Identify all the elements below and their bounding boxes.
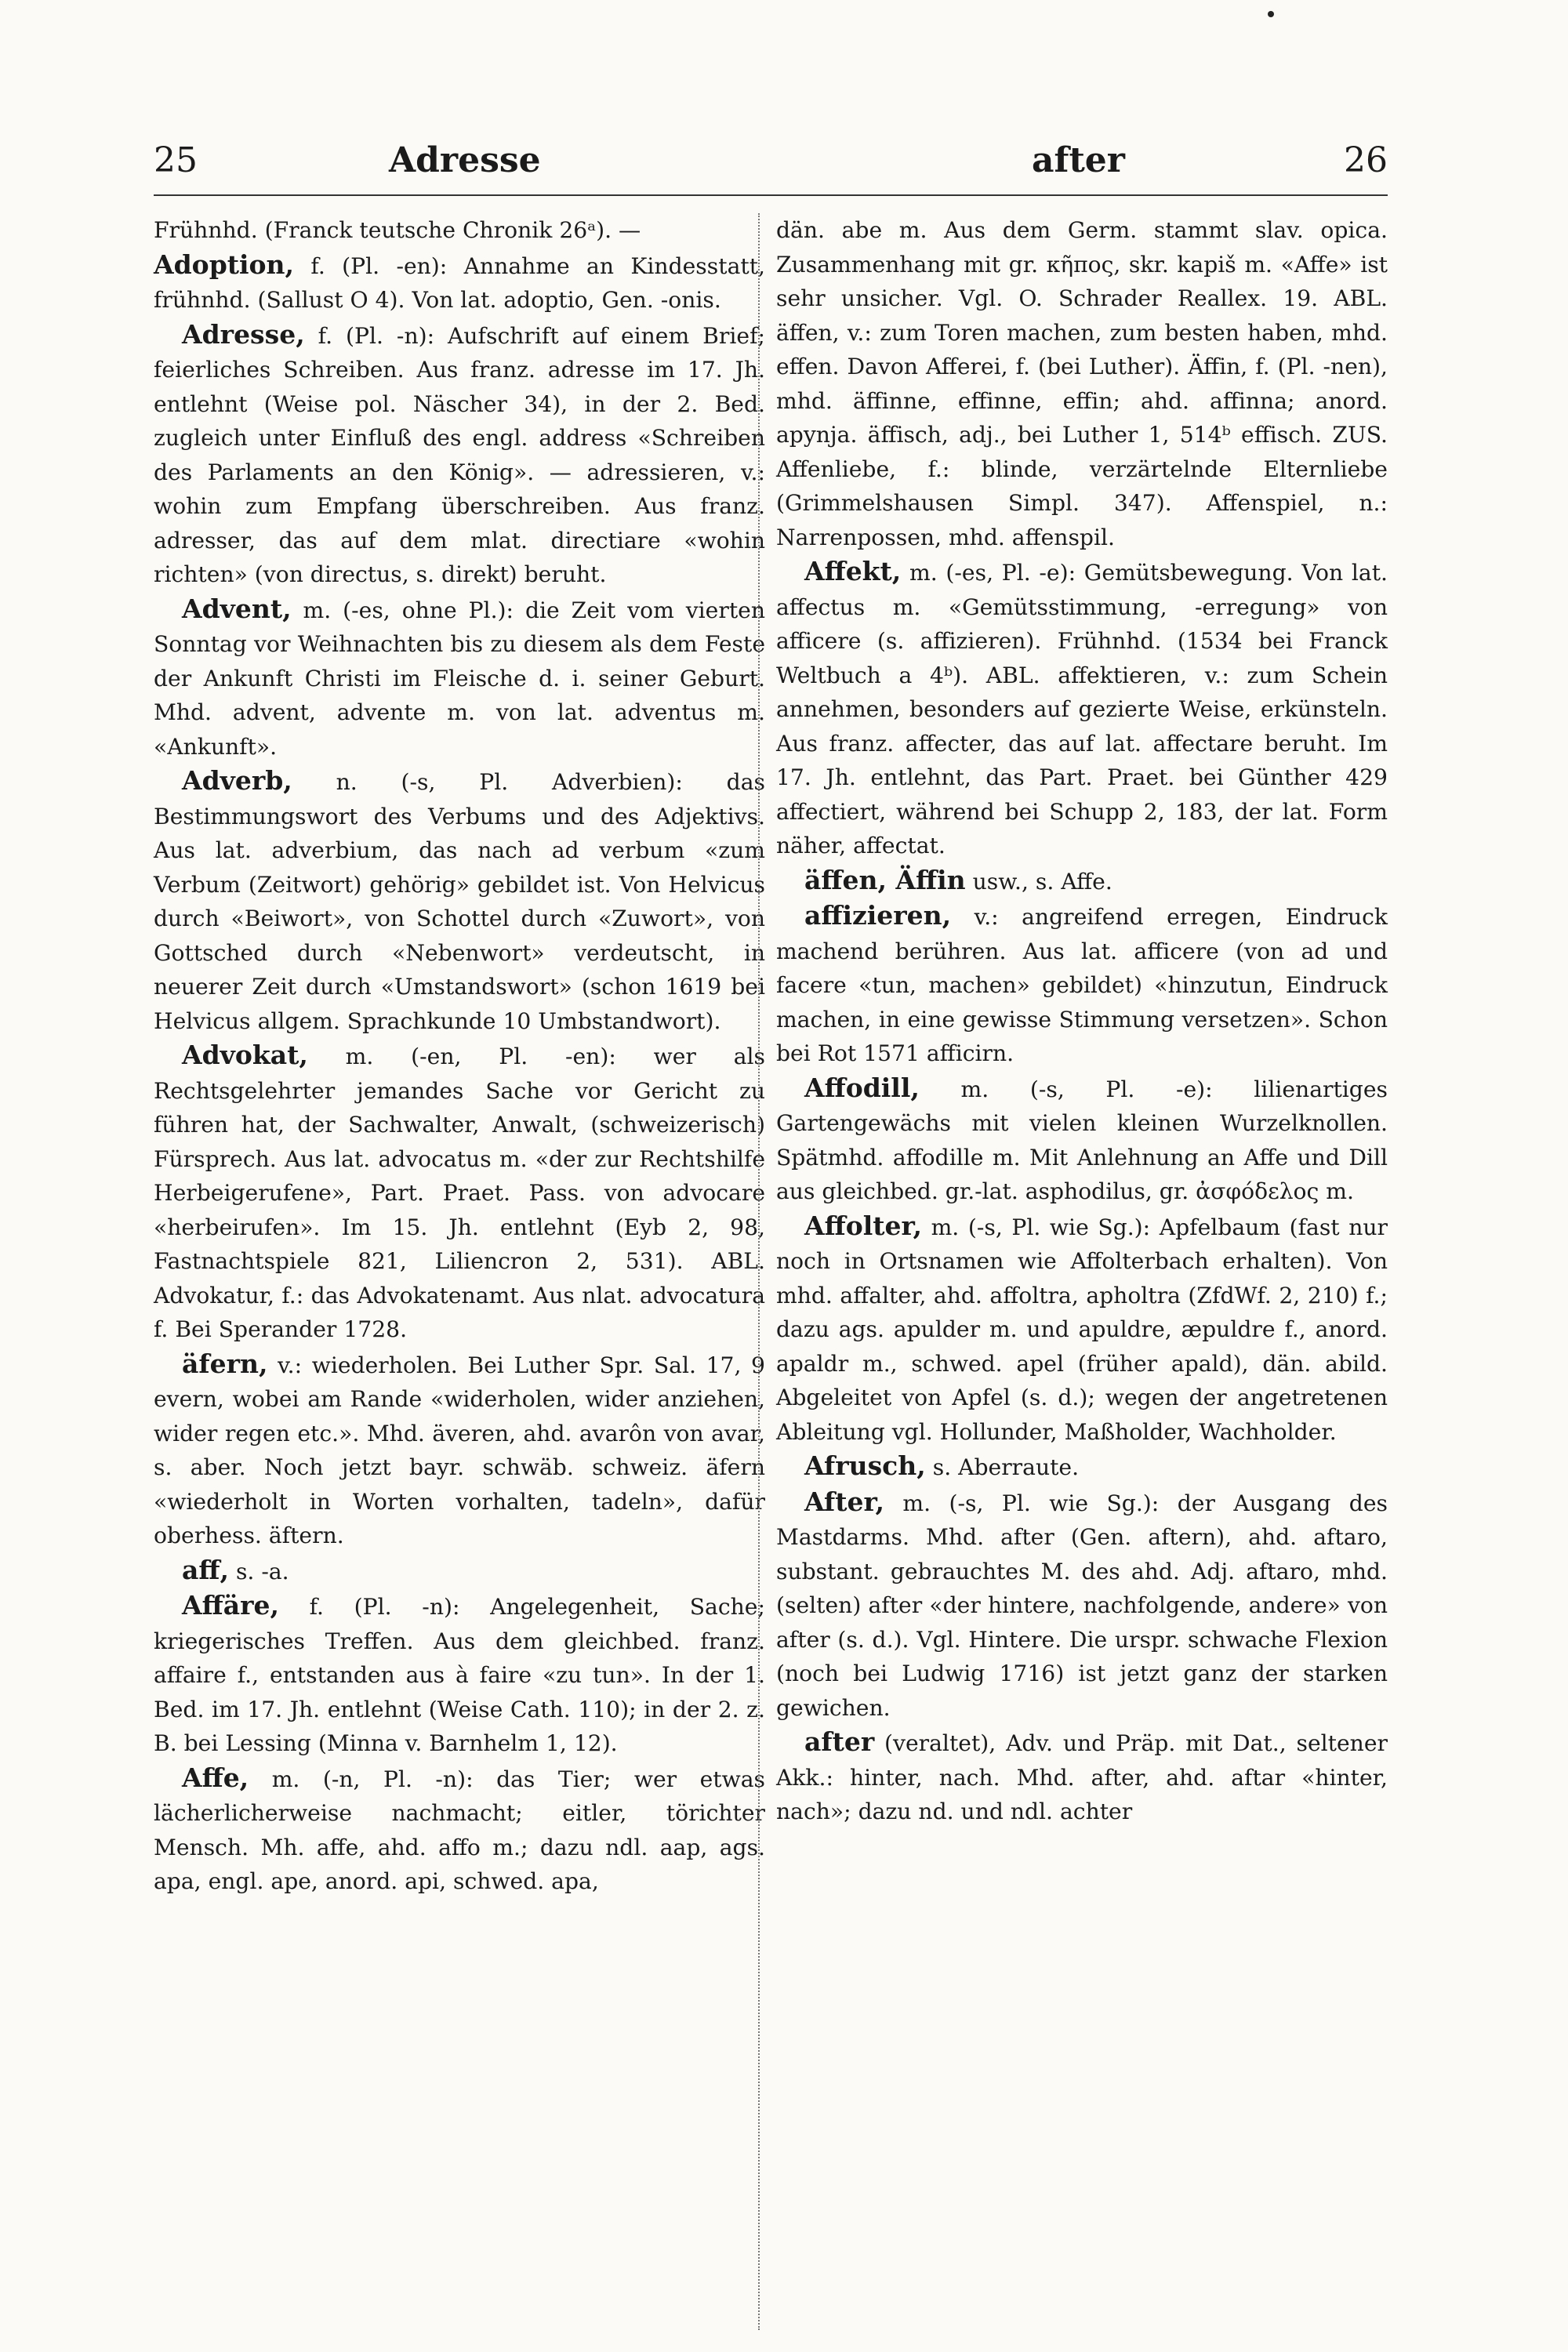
running-header: [154, 133, 1388, 188]
entry-headword: Afrusch,: [804, 1450, 926, 1481]
entry-headword: Advokat,: [182, 1040, 308, 1070]
dictionary-entry: [776, 1209, 1388, 1450]
entry-text: f. (Pl. -n): Angelegenheit, Sache; kriegerisches Treffen. Aus dem gleichbed. franz. affaire f., entstanden aus à faire «zu tun». In der 1. Bed. im 17. Jh. entlehnt (Weise Cath. 110); in der 2. z. B. bei Lessing (Minna v. Barnhelm 1, 12).: [154, 1594, 765, 1756]
entry-headword: Adverb,: [182, 765, 292, 796]
entry-headword: affizieren,: [804, 900, 952, 931]
entry-text: n. (-s, Pl. Adverbien): das Bestimmungswort des Verbums und des Adjektivs. Aus lat. adverbium, das nach ad verbum «zum Verbum (Zeitwort) gehörig» gebildet ist. Von Helvicus durch «Beiwort», von Schottel durch «Zuwort», von Gottsched durch «Nebenwort» verdeutscht, in neuerer Zeit durch «Umstandswort» (schon 1619 bei Helvicus allgem. Sprachkunde 10 Umbstandwort).: [154, 769, 765, 1034]
entry-text: m. (-s, Pl. wie Sg.): Apfelbaum (fast nur noch in Ortsnamen wie Affolterbach erhalten). Von mhd. affalter, ahd. affoltra, apholtra (ZfdWf. 2, 210) f.; dazu ags. apulder m. und apuldre, æpuldre f., anord. apaldr m., schwed. apel (früher apald), dän. abild. Abgeleitet von Apfel (s. d.); wegen der angetretenen Ableitung vgl. Hollunder, Maßholder, Wachholder.: [776, 1214, 1388, 1445]
entry-text: m. (-es, ohne Pl.): die Zeit vom vierten Sonntag vor Weihnachten bis zu diesem als dem Feste der Ankunft Christi im Fleische d. i. seiner Geburt. Mhd. advent, advente m. von lat. adventus m. «Ankunft».: [154, 597, 765, 760]
entry-text: s. -a.: [235, 1558, 289, 1584]
page-number-left: 25: [154, 140, 198, 180]
dictionary-entry: [154, 318, 765, 592]
entry-headword: Affolter,: [804, 1210, 922, 1241]
dictionary-entry: [154, 764, 765, 1038]
dictionary-entry: [154, 213, 765, 248]
ink-speck: [1268, 11, 1274, 17]
entry-headword: Affe,: [182, 1762, 249, 1793]
entry-headword: Adoption,: [154, 249, 295, 280]
page-number-right: 26: [1344, 140, 1388, 180]
right-column: [776, 213, 1388, 1829]
dictionary-entry: [154, 1038, 765, 1347]
entry-headword: After,: [804, 1486, 884, 1517]
entry-text: m. (-s, Pl. wie Sg.): der Ausgang des Mastdarms. Mhd. after (Gen. aftern), ahd. aftaro, substant. gebrauchtes M. des ahd. Adj. aftaro, mhd. (selten) after «der hintere, nachfolgende, andere» von after (s. d.). Vgl. Hintere. Die urspr. schwache Flexion (noch bei Ludwig 1716) ist jetzt ganz der starken gewichen.: [776, 1490, 1388, 1721]
entry-headword: Affäre,: [182, 1590, 279, 1621]
dictionary-entry: [154, 592, 765, 764]
entry-text: dän. abe m. Aus dem Germ. stammt slav. opica. Zusammenhang mit gr. κῆπος, skr. kapiš m. «Affe» ist sehr unsicher. Vgl. O. Schrader Reallex. 19. ABL. äffen, v.: zum Toren machen, zum besten haben, mhd. effen. Davon Afferei, f. (bei Luther). Äffin, f. (Pl. -nen), mhd. äffinne, effinne, effin; ahd. affinna; anord. apynja. äffisch, adj., bei Luther 1, 514ᵇ effisch. ZUS. Affenliebe, f.: blinde, verzärtelnde Elternliebe (Grimmelshausen Simpl. 347). Affenspiel, n.: Narrenpossen, mhd. affenspil.: [776, 217, 1388, 550]
entry-headword: Affekt,: [804, 556, 902, 586]
dictionary-entry: [154, 1588, 765, 1761]
entry-text: m. (-n, Pl. -n): das Tier; wer etwas lächerlicherweise nachmacht; eitler, törichter Mensch. Mh. affe, ahd. affo m.; dazu ndl. aap, ags. apa, engl. ape, anord. api, schwed. apa,: [154, 1766, 765, 1894]
dictionary-entry: [776, 213, 1388, 554]
column-divider: [758, 213, 760, 2330]
entry-headword: äfern,: [182, 1348, 268, 1379]
dictionary-entry: [154, 1761, 765, 1899]
entry-text: m. (-es, Pl. -e): Gemütsbewegung. Von lat. affectus m. «Gemütsstimmung, -erregung» von afficere (s. affizieren). Frühnhd. (1534 bei Franck Weltbuch a 4ᵇ). ABL. affektieren, v.: zum Schein annehmen, besonders auf gezierte Weise, erkünsteln. Aus franz. affecter, das auf lat. affectare beruht. Im 17. Jh. entlehnt, das Part. Praet. bei Günther 429 affectiert, während bei Schupp 2, 183, der lat. Form näher, affectat.: [776, 560, 1388, 858]
entry-text: (veraltet), Adv. und Präp. mit Dat., seltener Akk.: hinter, nach. Mhd. after, ahd. aftar «hinter, nach»; dazu nd. und ndl. achter: [776, 1730, 1388, 1824]
entry-headword: äffen, Äffin: [804, 864, 966, 895]
dictionary-entry: [776, 1485, 1388, 1726]
guide-word-left: Adresse: [389, 140, 541, 180]
dictionary-entry: [776, 1071, 1388, 1209]
entry-headword: Affodill,: [804, 1072, 920, 1103]
entry-headword: after: [804, 1726, 875, 1757]
entry-text: Frühnhd. (Franck teutsche Chronik 26ᵃ). —: [154, 217, 641, 243]
entry-text: v.: angreifend erregen, Eindruck machend berühren. Aus lat. afficere (von ad und facere «tun, machen» gebildet) «hinzutun, Eindruck machen, in eine gewisse Stimmung versetzen». Schon bei Rot 1571 afficirn.: [776, 904, 1388, 1066]
dictionary-entry: [154, 1347, 765, 1553]
guide-word-right: after: [1032, 140, 1125, 180]
entry-headword: aff,: [182, 1554, 229, 1585]
entry-text: s. Aberraute.: [932, 1454, 1080, 1480]
entry-text: f. (Pl. -en): Annahme an Kindesstatt, frühnhd. (Sallust O 4). Von lat. adoptio, Gen. -onis.: [154, 252, 765, 313]
dictionary-entry: [154, 1553, 765, 1589]
left-column: [154, 213, 765, 1899]
dictionary-entry: [776, 1449, 1388, 1485]
entry-text: f. (Pl. -n): Aufschrift auf einem Brief; feierliches Schreiben. Aus franz. adresse im 17. Jh. entlehnt (Weise pol. Näscher 34), in der 2. Bed. zugleich unter Einfluß des engl. address «Schreiben des Parlaments an den König». — adressieren, v.: wohin zum Empfang überschreiben. Aus franz. adresser, das auf dem mlat. directiare «wohin richten» (von directus, s. direkt) beruht.: [154, 322, 765, 587]
dictionary-entry: [776, 1725, 1388, 1829]
entry-text: m. (-s, Pl. -e): lilienartiges Gartengewächs mit vielen kleinen Wurzelknollen. Spätmhd. affodille m. Mit Anlehnung an Affe und Dill aus gleichbed. gr.-lat. asphodilus, gr. ἀσφόδελος m.: [776, 1076, 1388, 1204]
entry-headword: Advent,: [182, 593, 292, 624]
entry-text: usw., s. Affe.: [972, 868, 1112, 895]
entry-headword: Adresse,: [182, 318, 305, 350]
entry-text: m. (-en, Pl. -en): wer als Rechtsgelehrter jemandes Sache vor Gericht zu führen hat, der Sachwalter, Anwalt, (schweizerisch) Fürsprech. Aus lat. advocatus m. «der zur Rechtshilfe Herbeigerufene», Part. Praet. Pass. von advocare «herbeirufen». Im 15. Jh. entlehnt (Eyb 2, 98, Fastnachtspiele 821, Liliencron 2, 531). ABL. Advokatur, f.: das Advokatenamt. Aus nlat. advocatura f. Bei Sperander 1728.: [154, 1044, 765, 1342]
dictionary-entry: [776, 898, 1388, 1071]
dictionary-entry: [776, 863, 1388, 899]
entry-text: v.: wiederholen. Bei Luther Spr. Sal. 17, 9 evern, wobei am Rande «widerholen, wider anziehen, wider regen etc.». Mhd. äveren, ahd. avarôn von avar, s. aber. Noch jetzt bayr. schwäb. schweiz. äfern «wiederholt in Worten vorhalten, tadeln», dafür oberhess. äftern.: [154, 1352, 765, 1548]
header-rule: [154, 194, 1388, 196]
dictionary-entry: [154, 248, 765, 318]
dictionary-entry: [776, 554, 1388, 863]
